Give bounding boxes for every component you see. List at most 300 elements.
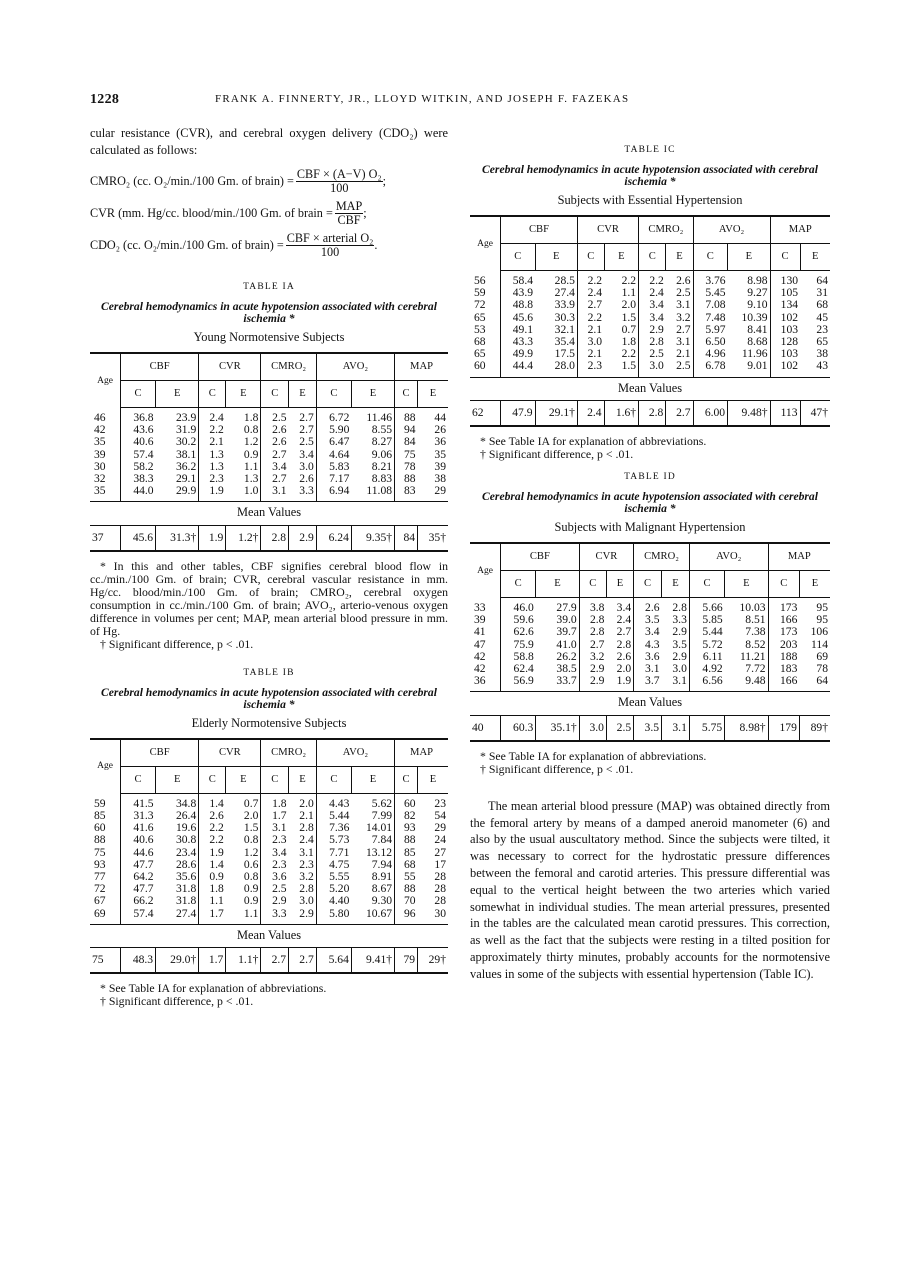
table-cell: 56 [474,273,486,287]
table-cell: 4.3 [634,639,662,651]
formula-cdo2-fraction [286,231,378,259]
col-header-group: MAP [395,353,448,381]
table-cell: 93 [94,857,106,871]
sub-header-row [90,766,448,793]
table-cell: 188 [768,651,799,663]
body-paragraph: The mean arterial blood pressure (MAP) was obtained directly from the femoral artery by means of a damped aneroid manometer (6) and also by the usual auscultatory method. Since the subjects were tilted, it was necessary to correct for the hydrostatic pressure differences between the femoral and carotid arteries. This pressure differential was equal to the vertical height between the two arteries which varied somewhat in individual studies. The mean arterial pressures, presented in the tables are the calculated mean carotid pressures. This correction, as well as the fact that the subjects were resting in a tilted position for approximately thirty minutes, probably accounts for the normotensive values in some of the subjects with essential hypertension (Table IC). [470,798,830,981]
table-cell: 2.8 [299,821,314,835]
table-cell: 83 [395,485,418,502]
table-cell: 23 [434,796,446,810]
col-header-sub: C [121,381,156,408]
mean-cell: 2.7 [666,400,693,426]
table-cell: 1.3 [199,449,226,461]
table-cell: 41.0 [556,637,577,651]
table-cell: 2.7 [261,449,289,461]
table-cell: 40.6 [121,834,156,846]
table-cell: 2.0 [299,796,314,810]
table-cell: 2.8 [299,882,314,896]
table-cell: 3.76 [693,271,728,288]
table-cell: 31.3 [121,810,156,822]
table-cell: 32 [94,472,106,486]
table-cell: 2.6 [261,424,289,436]
formula-cmro2 [90,167,448,195]
table-cell: 0.7 [621,322,637,336]
table-cell: 2.9 [579,663,606,675]
table-cell: 7.71 [316,847,351,859]
col-header-group: CVR [579,543,633,571]
table-cell: 2.7 [261,473,289,485]
col-header-sub: C [770,244,800,271]
table-cell: 38.1 [175,447,197,461]
mean-cell: 8.98† [725,715,768,741]
table-cell: 2.1 [577,348,604,360]
col-header-sub: E [156,766,199,793]
table-cell: 2.8 [579,626,606,638]
table-cell: 5.66 [689,598,724,615]
table-cell: 29.1 [175,472,197,486]
table-cell: 3.4 [634,626,662,638]
table-cell: 5.20 [316,883,351,895]
table-cell: 30.8 [175,833,197,847]
table-cell: 2.5 [261,408,289,425]
table-cell: 85 [395,847,418,859]
table-cell: 1.9 [199,485,226,502]
table-cell: 183 [768,663,799,675]
table-cell: 65 [816,335,828,349]
table-cell: 3.4 [639,312,666,324]
table-cell: 11.96 [741,347,768,361]
formula-cvr-denominator: CBF [337,213,361,227]
table-ia-footnote-significance: † Significant difference, p < .01. [100,636,254,651]
table-cell: 56.9 [501,675,536,692]
mean-cell: 1.6† [604,400,639,426]
sub-header-row [470,571,830,598]
table-ic-label: TABLE IC [624,145,676,155]
table-cell: 10.39 [741,310,768,324]
table-cell: 2.4 [577,287,604,299]
col-header-group: CMRO₂ [639,216,693,244]
mean-cell: 2.8 [261,525,289,551]
col-header-group: CMRO₂ [261,739,316,767]
table-cell: 1.8 [199,883,226,895]
table-cell: 173 [768,626,799,638]
table-cell: 3.3 [261,908,289,925]
table-cell: 3.2 [579,651,606,663]
group-header-row [470,216,830,244]
col-header-sub: C [501,571,536,598]
table-id-label: TABLE ID [624,472,676,483]
mean-values-row [90,525,448,551]
col-header-sub: E [535,244,577,271]
table-cell: 6.50 [693,336,728,348]
table-cell: 3.2 [676,310,691,324]
group-header-row [90,739,448,767]
table-cell: 48.8 [501,299,536,311]
table-cell: 31 [816,286,828,300]
table-cell: 3.4 [639,299,666,311]
mean-values-heading-row [90,924,448,947]
table-cell: 5.72 [689,639,724,651]
table-cell: 85 [94,809,106,823]
col-header-sub: E [351,766,394,793]
table-cell: 8.41 [747,322,768,336]
table-cell: 1.3 [243,472,259,486]
table-cell: 2.1 [577,324,604,336]
table-ic-footnote-significance: † Significant difference, p < .01. [480,447,634,462]
table-cell: 78 [816,662,828,676]
table-cell: 1.8 [621,335,637,349]
table-cell: 8.52 [745,637,766,651]
mean-cell: 2.9 [289,525,317,551]
table-cell: 5.45 [693,287,728,299]
mean-cell: 113 [770,400,800,426]
table-cell: 75 [395,449,418,461]
table-cell: 3.1 [676,335,691,349]
table-cell: 88 [395,408,418,425]
mean-cell: 3.5 [634,715,662,741]
table-cell: 2.2 [199,424,226,436]
table-cell: 7.84 [371,833,393,847]
table-cell: 2.5 [299,435,314,449]
table-row [470,675,830,692]
col-header-sub: C [395,381,418,408]
mean-cell: 5.64 [316,948,351,974]
table-cell: 7.99 [371,809,393,823]
table-cell: 3.3 [289,485,317,502]
table-cell: 29.9 [156,485,199,502]
table-cell: 130 [770,271,800,288]
formula-cmro2-lhs: CMRO₂ (cc. O₂/min./100 Gm. of brain) = [90,173,294,188]
table-cell: 102 [770,312,800,324]
table-row [470,299,830,311]
table-cell: 88 [94,833,106,847]
table-cell: 96 [395,908,418,925]
running-header-authors: FRANK A. FINNERTY, JR., LLOYD WITKIN, AND JOSEPH F. FAZEKAS [215,93,630,105]
table-cell: 5.55 [316,871,351,883]
table-cell: 35.6 [175,870,197,884]
table-cell: 36 [434,435,446,449]
table-cell: 42 [474,662,486,676]
table-cell: 9.10 [747,298,768,312]
table-row [90,847,448,859]
table-cell: 0.8 [243,870,259,884]
col-header-sub: C [501,244,536,271]
col-header-sub: E [662,571,690,598]
table-cell: 7.36 [316,822,351,834]
formula-cdo2-end: . [374,237,378,252]
table-cell: 0.9 [199,871,226,883]
col-header-sub: C [639,244,666,271]
table-cell: 49.1 [501,324,536,336]
table-cell: 3.1 [261,822,289,834]
formula-cmro2-fraction [296,167,383,195]
mean-cell: 1.9 [199,525,226,551]
table-cell: 3.1 [261,485,289,502]
table-cell: 33 [474,600,486,614]
left-column [90,125,448,1008]
table-cell: 106 [810,625,828,639]
mean-cell: 6.00 [693,400,728,426]
table-cell: 8.55 [371,423,393,437]
table-cell: 4.43 [316,793,351,810]
col-header-sub: E [226,381,261,408]
table-cell: 3.0 [672,662,687,676]
table-cell: 28.6 [175,857,197,871]
table-cell: 2.7 [299,411,314,424]
table-cell: 36 [470,675,501,692]
table-ic-subtitle: Subjects with Essential Hypertension [557,193,743,207]
table-cell: 114 [811,637,828,651]
table-cell: 55 [395,871,418,883]
table-cell: 43.9 [501,287,536,299]
table-cell: 0.9 [243,894,259,908]
table-cell: 35 [90,485,121,502]
col-header-group: CVR [199,353,261,381]
table-cell: 26.2 [556,649,577,663]
table-cell: 1.1 [243,459,259,473]
table-ia-label: TABLE IA [243,282,295,292]
table-cell: 4.40 [316,895,351,907]
mean-cell: 89† [799,715,830,741]
table-cell: 7.72 [745,662,766,676]
table-cell: 47 [474,637,486,651]
table-cell: 1.2 [243,845,259,859]
table-cell: 41 [474,625,486,639]
col-header-group: CMRO₂ [634,543,690,571]
col-header-group: AVO₂ [316,739,394,767]
table-cell: 134 [770,299,800,311]
table-cell: 3.3 [672,613,687,627]
col-header-group: MAP [395,739,448,767]
table-ib-caption: Cerebral hemodynamics in acute hypotension associated with cerebral ischemia * [101,685,437,711]
table-cell: 2.8 [616,637,632,651]
table-cell: 82 [395,810,418,822]
table-cell: 94 [395,424,418,436]
table-cell: 54 [434,809,446,823]
table-cell: 2.6 [676,274,691,287]
col-header-sub: E [604,244,639,271]
table-cell: 1.3 [199,461,226,473]
table-cell: 45 [816,310,828,324]
table-cell: 2.7 [299,423,314,437]
table-cell: 33.7 [536,675,579,692]
table-cell: 2.9 [289,908,317,925]
mean-cell: 1.1† [226,948,261,974]
table-cell: 39.7 [556,625,577,639]
table-cell: 64 [799,675,830,692]
table-cell: 7.38 [745,625,766,639]
table-cell: 2.8 [579,614,606,626]
table-cell: 2.6 [616,649,632,663]
table-row [90,485,448,502]
table-cell: 2.2 [639,271,666,288]
table-cell: 84 [395,436,418,448]
col-header-age: Age [470,216,501,271]
mean-values-row [470,715,830,741]
table-cell: 13.12 [365,845,393,859]
table-cell: 70 [395,895,418,907]
table-ic-grid [470,215,830,427]
table-cell: 39.0 [556,613,577,627]
mean-cell: 2.8 [639,400,666,426]
table-cell: 2.1 [299,809,314,823]
table-cell: 2.9 [579,675,606,692]
formula-cvr-end: ; [363,205,367,220]
table-cell: 8.98 [747,274,768,287]
table-cell: 28 [434,894,446,908]
table-cell: 1.1 [226,908,261,925]
col-header-group: MAP [770,216,830,244]
formula-cmro2-numerator: CBF × (A−V) O₂ [296,167,382,181]
table-cell: 88 [395,834,418,846]
table-cell: 39 [94,447,106,461]
table-cell: 42 [94,423,106,437]
table-cell: 2.6 [199,810,226,822]
table-cell: 58.2 [121,461,156,473]
table-row [90,908,448,925]
table-cell: 30 [94,459,106,473]
mean-cell: 3.1 [662,715,690,741]
table-cell: 1.8 [243,411,259,424]
table-cell: 69 [816,649,828,663]
table-cell: 42 [474,649,486,663]
table-cell: 43.3 [501,336,536,348]
table-cell: 4.96 [693,348,728,360]
formula-cvr-numerator: MAP [335,199,363,213]
mean-values-heading-row [470,692,830,715]
table-cell: 6.47 [316,436,351,448]
table-cell: 88 [395,473,418,485]
table-cell: 102 [770,360,800,377]
table-cell: 4.64 [316,449,351,461]
table-cell: 2.5 [261,883,289,895]
table-cell: 68 [816,298,828,312]
col-header-sub: C [689,571,724,598]
table-cell: 36.8 [121,408,156,425]
table-cell: 2.3 [199,473,226,485]
table-row [470,598,830,615]
table-row [470,271,830,288]
mean-cell: 3.0 [579,715,606,741]
mean-cell: 5.75 [689,715,724,741]
table-cell: 2.3 [577,360,604,377]
table-cell: 103 [770,348,800,360]
table-cell: 0.8 [243,423,259,437]
table-cell: 7.08 [693,299,728,311]
table-cell: 3.4 [261,847,289,859]
table-cell: 1.5 [243,821,259,835]
table-cell: 95 [816,613,828,627]
formula-cdo2-numerator: CBF × arterial O₂ [286,231,374,245]
table-cell: 78 [395,461,418,473]
table-cell: 57.4 [121,449,156,461]
table-ia-footnote-abbrev: * In this and other tables, CBF signifies cerebral blood flow in cc./min./100 Gm. of brain; CVR, cerebral vascular resistance in mm. Hg/cc. blood/min./100 Gm. of brain; CMRO₂, cerebral oxygen consumption in cc./min./100 Gm. of brain; AVO₂, arterio-venous oxygen difference in volumes per cent; MAP, mean arterial blood pressure in mm. of Hg. [90,558,448,638]
col-header-sub: C [121,766,156,793]
table-cell: 29 [418,485,448,502]
col-header-sub: C [693,244,728,271]
table-cell: 44.6 [121,847,156,859]
table-cell: 5.80 [316,908,351,925]
table-cell: 5.83 [316,461,351,473]
table-cell: 0.6 [243,857,259,871]
table-row [90,834,448,846]
table-cell: 4.75 [316,859,351,871]
table-cell: 2.1 [676,347,691,361]
col-header-sub: E [156,381,199,408]
table-cell: 27.4 [554,286,575,300]
table-cell: 2.4 [616,613,632,627]
table-cell: 72 [474,298,486,312]
table-cell: 41.5 [121,793,156,810]
table-cell: 3.1 [676,298,691,312]
table-cell: 2.2 [621,347,637,361]
mean-cell: 29.1† [535,400,577,426]
mean-values-heading: Mean Values [90,502,448,525]
table-cell: 2.2 [577,312,604,324]
table-cell: 28.5 [554,274,575,287]
table-cell: 3.4 [261,461,289,473]
table-ib-footnote-abbrev: * See Table IA for explanation of abbreviations. [100,981,327,996]
table-cell: 3.0 [577,336,604,348]
table-cell: 28 [434,882,446,896]
table-cell: 2.9 [261,895,289,907]
col-header-sub: E [800,244,830,271]
mean-cell: 1.7 [199,948,226,974]
table-cell: 44.0 [121,485,156,502]
table-cell: 1.4 [199,793,226,810]
table-cell: 60 [94,821,106,835]
table-cell: 47.7 [121,883,156,895]
table-cell: 67 [94,894,106,908]
table-cell: 44 [434,411,446,424]
formula-cmro2-end: ; [382,173,387,188]
table-ia-caption: Cerebral hemodynamics in acute hypotension associated with cerebral ischemia * [101,300,437,325]
col-header-group: CVR [199,739,261,767]
table-cell: 2.6 [634,598,662,615]
table-cell: 35 [94,435,106,449]
col-header-sub: C [261,381,289,408]
table-cell: 9.06 [371,447,393,461]
table-ib-label: TABLE IB [243,667,295,678]
table-ib-footnotes [90,982,448,1008]
table-cell: 43.6 [121,424,156,436]
table-cell: 11.08 [351,485,394,502]
table-cell: 38 [816,347,828,361]
mean-cell: 48.3 [121,948,156,974]
table-cell: 46.0 [501,598,536,615]
col-header-group: CBF [501,543,580,571]
table-cell: 33.9 [554,298,575,312]
table-cell: 0.9 [243,882,259,896]
table-cell: 7.48 [693,312,728,324]
table-cell: 2.2 [577,271,604,288]
table-cell: 2.0 [243,809,259,823]
col-header-sub: E [666,244,693,271]
mean-cell: 9.48† [728,400,770,426]
table-cell: 23.4 [175,845,197,859]
table-cell: 10.67 [351,908,394,925]
table-id-footnote-significance: † Significant difference, p < .01. [480,761,634,776]
table-cell: 6.78 [693,360,728,377]
table-cell: 2.3 [261,834,289,846]
table-row [90,793,448,810]
table-cell: 105 [770,287,800,299]
table-cell: 8.68 [747,335,768,349]
mean-cell: 179 [768,715,799,741]
table-cell: 3.4 [299,447,314,461]
table-cell: 28.0 [535,360,577,377]
table-cell: 3.5 [634,614,662,626]
